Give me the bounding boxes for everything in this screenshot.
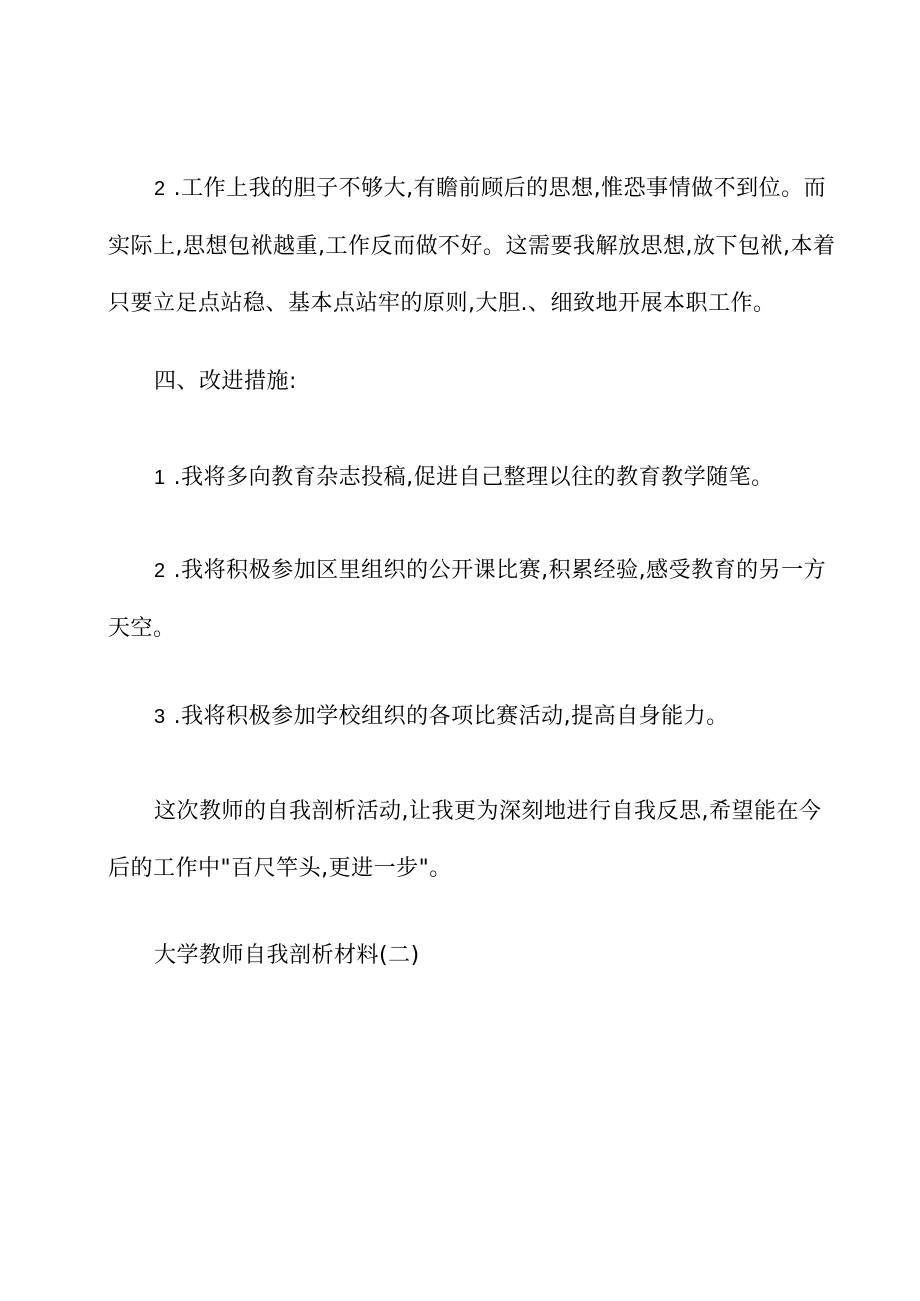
item-number: 2 [154,560,166,582]
list-item-1 [108,449,808,507]
closing-paragraph [108,783,822,897]
heading-text: 四、改进措施: [154,369,297,394]
title-text: 大学教师自我剖析材料(二) [154,943,420,968]
paragraph-line: 2 .我将积极参加区里组织的公开课比赛,积累经验,感受教育的另一方 [154,558,827,583]
item-number: 2 [154,178,166,200]
paragraph-line: 后的工作中"百尺竿头,更进一步"。 [108,856,452,881]
item-number: 3 [154,706,166,728]
paragraph-line: 实际上,思想包袱越重,工作反而做不好。这需要我解放思想,放下包袱,本着 [108,234,836,259]
paragraph-line: 天空。 [108,616,176,641]
item-number: 1 [154,467,166,489]
section-heading-improvements [108,353,808,410]
paragraph-work-courage [108,160,836,332]
paragraph-line: 1 .我将多向教育杂志投稿,促进自己整理以往的教育教学随笔。 [154,465,774,490]
paragraph-line: 2 .工作上我的胆子不够大,有瞻前顾后的思想,惟恐事情做不到位。而 [154,176,827,201]
paragraph-line: 3 .我将积极参加学校组织的各项比赛活动,提高自身能力。 [154,704,729,729]
paragraph-line: 只要立足点站稳、基本点站牢的原则,大胆.、细致地开展本职工作。 [108,291,776,316]
list-item-2 [108,542,827,657]
list-item-3 [108,688,808,746]
paragraph-line: 这次教师的自我剖析活动,让我更为深刻地进行自我反思,希望能在今 [154,799,822,824]
next-section-title [108,927,808,984]
